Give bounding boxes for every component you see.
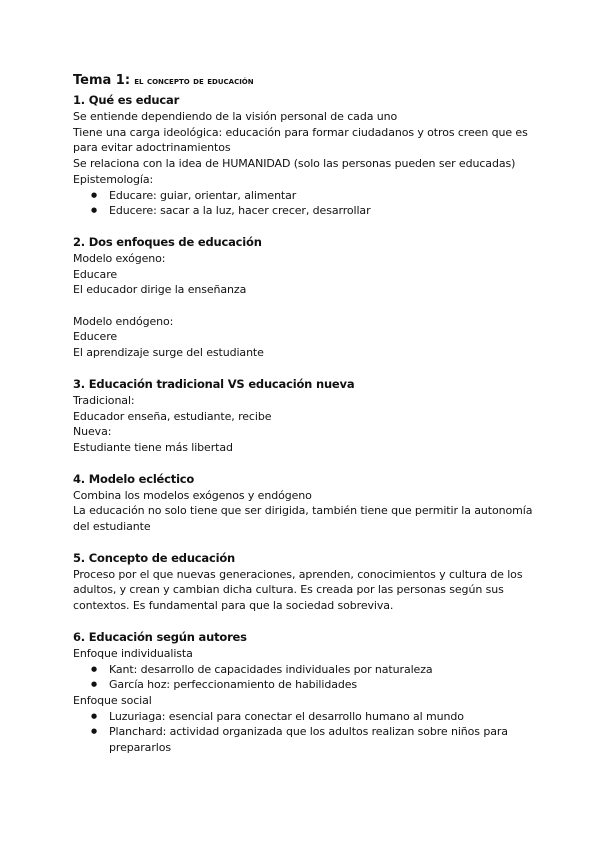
document-page <box>73 72 543 771</box>
paragraph: Se entiende dependiendo de la visión personal de cada uno <box>73 110 398 123</box>
paragraph: Se relaciona con la idea de HUMANIDAD (solo las personas pueden ser educadas) <box>73 157 516 171</box>
section-heading: 6. Educación según autores <box>73 629 247 644</box>
list-item: ● Luzuriaga: esencial para conectar el desarrollo humano al mundo <box>109 709 543 725</box>
section-heading: 4. Modelo ecléctico <box>73 471 195 486</box>
bullet-list <box>73 188 543 219</box>
paragraph: La educación no solo tiene que ser dirigida, también tiene que permitir la autonomía del estudiante <box>73 504 533 534</box>
paragraph: Proceso por el que nuevas generaciones, aprenden, conocimientos y cultura de los adultos, y crean y cambian dicha cultura. Es creada por las personas según sus contextos. Es fundamental para que la sociedad sobreviva. <box>73 567 523 613</box>
bullet-list <box>73 709 543 756</box>
paragraph: Nueva: <box>73 425 112 439</box>
section-2 <box>73 234 543 361</box>
paragraph: Combina los modelos exógenos y endógeno <box>73 488 312 502</box>
paragraph: El educador dirige la enseñanza <box>73 283 247 297</box>
section-3 <box>73 376 543 456</box>
paragraph: Enfoque individualista <box>73 646 193 660</box>
section-heading: 5. Concepto de educación <box>73 550 236 565</box>
paragraph: Educare <box>73 267 118 281</box>
paragraph: El aprendizaje surge del estudiante <box>73 346 264 360</box>
list-item: ● García hoz: perfeccionamiento de habilidades <box>109 677 543 693</box>
section-4 <box>73 471 543 535</box>
list-item: ● Educare: guiar, orientar, alimentar <box>109 188 543 204</box>
spacer <box>73 298 543 314</box>
paragraph: Educere <box>73 330 118 344</box>
paragraph: Enfoque social <box>73 693 152 707</box>
paragraph: Tradicional: <box>73 393 135 407</box>
paragraph: Tiene una carga ideológica: educación para formar ciudadanos y otros creen que es para evitar adoctrinamientos <box>73 125 528 155</box>
section-heading: 3. Educación tradicional VS educación nueva <box>73 376 355 391</box>
list-item: ● Kant: desarrollo de capacidades individuales por naturaleza <box>109 662 543 678</box>
paragraph: Estudiante tiene más libertad <box>73 440 233 454</box>
section-5 <box>73 550 543 614</box>
bullet-list <box>73 662 543 693</box>
document-title <box>73 72 543 90</box>
paragraph: Educador enseña, estudiante, recibe <box>73 409 272 423</box>
section-heading: 2. Dos enfoques de educación <box>73 234 262 249</box>
paragraph: Modelo exógeno: <box>73 251 166 265</box>
section-6 <box>73 629 543 756</box>
paragraph: Epistemología: <box>73 172 154 186</box>
title-text: el concepto de educación <box>134 76 254 87</box>
list-item: ● Educere: sacar a la luz, hacer crecer, desarrollar <box>109 203 543 219</box>
paragraph: Modelo endógeno: <box>73 314 174 328</box>
section-heading: 1. Qué es educar <box>73 93 180 107</box>
list-item: ● Planchard: actividad organizada que los adultos realizan sobre niños para prepararlos <box>109 724 543 755</box>
section-1 <box>73 92 543 219</box>
title-prefix: Tema 1: <box>73 73 131 88</box>
